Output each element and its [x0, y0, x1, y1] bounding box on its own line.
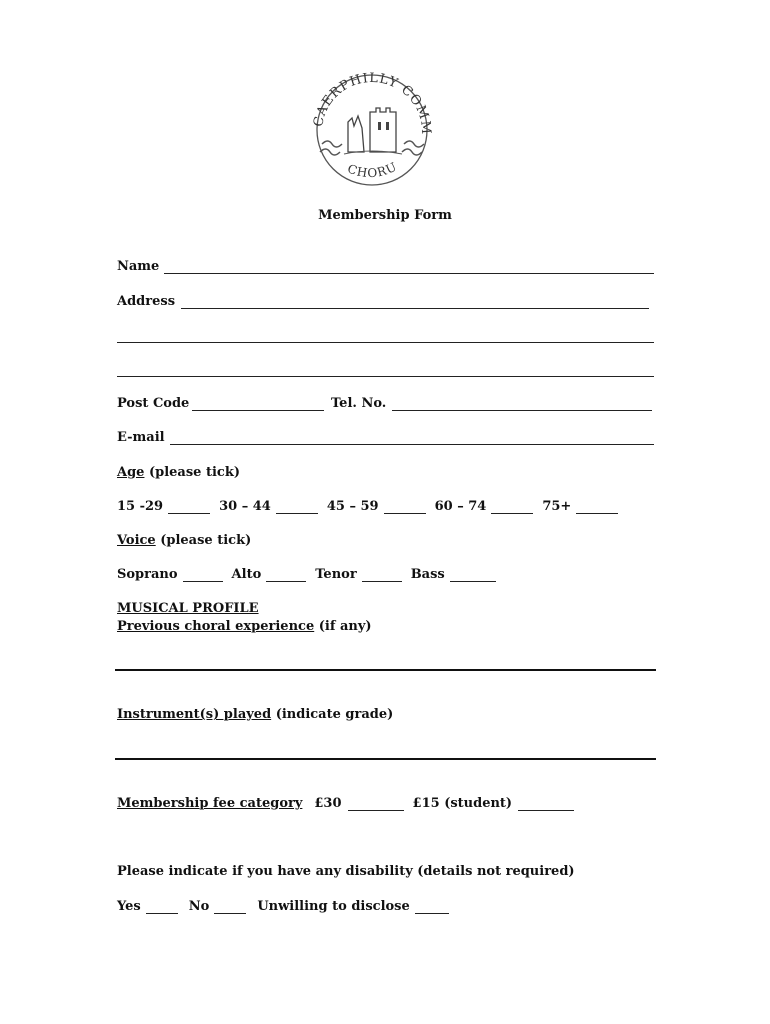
choral-experience-title: Previous choral experience — [117, 619, 315, 634]
disability-options — [117, 899, 458, 915]
choral-experience-field[interactable] — [115, 669, 656, 671]
fee-option-student: £15 (student) — [412, 796, 513, 811]
name-label: Name — [117, 259, 160, 274]
chorus-logo — [300, 70, 440, 190]
disability-tick-unwilling[interactable] — [415, 901, 449, 914]
choral-experience-note: (if any) — [318, 619, 372, 634]
instrument-title: Instrument(s) played — [117, 707, 272, 722]
disability-option-label: Yes — [117, 899, 141, 914]
post-code-label: Post Code — [117, 396, 190, 411]
choral-experience-label — [117, 619, 372, 635]
age-heading — [117, 465, 240, 481]
svg-text:CAERPHILLY COMMUNITY — [300, 70, 433, 136]
name-field[interactable] — [164, 273, 654, 274]
voice-option-label: Bass — [410, 567, 445, 582]
fee-tick-30[interactable] — [348, 798, 404, 811]
email-label: E-mail — [117, 430, 165, 445]
voice-option-label: Alto — [231, 567, 262, 582]
form-title: Membership Form — [318, 208, 452, 223]
voice-heading-note: (please tick) — [160, 533, 252, 548]
voice-option-label: Tenor — [315, 567, 357, 582]
age-options — [117, 499, 627, 515]
disability-tick-yes[interactable] — [146, 901, 178, 914]
voice-tick-tenor[interactable] — [362, 569, 402, 582]
age-heading-note: (please tick) — [148, 465, 240, 480]
address-label: Address — [117, 294, 176, 309]
age-heading-label: Age — [117, 465, 145, 480]
age-option-label: 45 – 59 — [326, 499, 379, 514]
age-option-label: 75+ — [542, 499, 572, 514]
tel-no-field[interactable] — [392, 410, 652, 411]
logo-emblem — [300, 70, 440, 190]
logo-top-text: CAERPHILLY COMM — [311, 70, 434, 136]
voice-option-label: Soprano — [117, 567, 178, 582]
disability-tick-no[interactable] — [214, 901, 246, 914]
email-field[interactable] — [170, 444, 654, 445]
age-option-label: 15 -29 — [117, 499, 164, 514]
disability-question: Please indicate if you have any disability (details not required) — [117, 864, 575, 879]
address-field-line-1[interactable] — [181, 308, 649, 309]
age-option-label: 30 – 44 — [219, 499, 271, 514]
instrument-label — [117, 707, 393, 723]
fee-tick-student[interactable] — [518, 798, 574, 811]
fee-option-30: £30 — [314, 796, 342, 811]
address-field-line-3[interactable] — [117, 376, 654, 377]
voice-heading-label: Voice — [117, 533, 156, 548]
fee-row — [117, 796, 583, 812]
instrument-field[interactable] — [115, 758, 656, 760]
voice-tick-bass[interactable] — [450, 569, 496, 582]
voice-tick-alto[interactable] — [266, 569, 306, 582]
musical-profile-heading: MUSICAL PROFILE — [117, 601, 259, 616]
tel-no-label: Tel. No. — [331, 396, 387, 411]
disability-option-label: Unwilling to disclose — [257, 899, 410, 914]
voice-heading — [117, 533, 251, 549]
age-tick-75-plus[interactable] — [576, 501, 618, 514]
instrument-note: (indicate grade) — [275, 707, 394, 722]
voice-options — [117, 567, 505, 583]
age-tick-15-29[interactable] — [168, 501, 210, 514]
age-tick-60-74[interactable] — [491, 501, 533, 514]
voice-tick-soprano[interactable] — [183, 569, 223, 582]
logo-bottom-text: CHORU — [345, 159, 400, 181]
address-field-line-2[interactable] — [117, 342, 654, 343]
age-tick-30-44[interactable] — [276, 501, 318, 514]
disability-option-label: No — [188, 899, 210, 914]
age-option-label: 60 – 74 — [434, 499, 487, 514]
post-code-field[interactable] — [192, 410, 324, 411]
fee-label: Membership fee category — [117, 796, 303, 811]
age-tick-45-59[interactable] — [384, 501, 426, 514]
